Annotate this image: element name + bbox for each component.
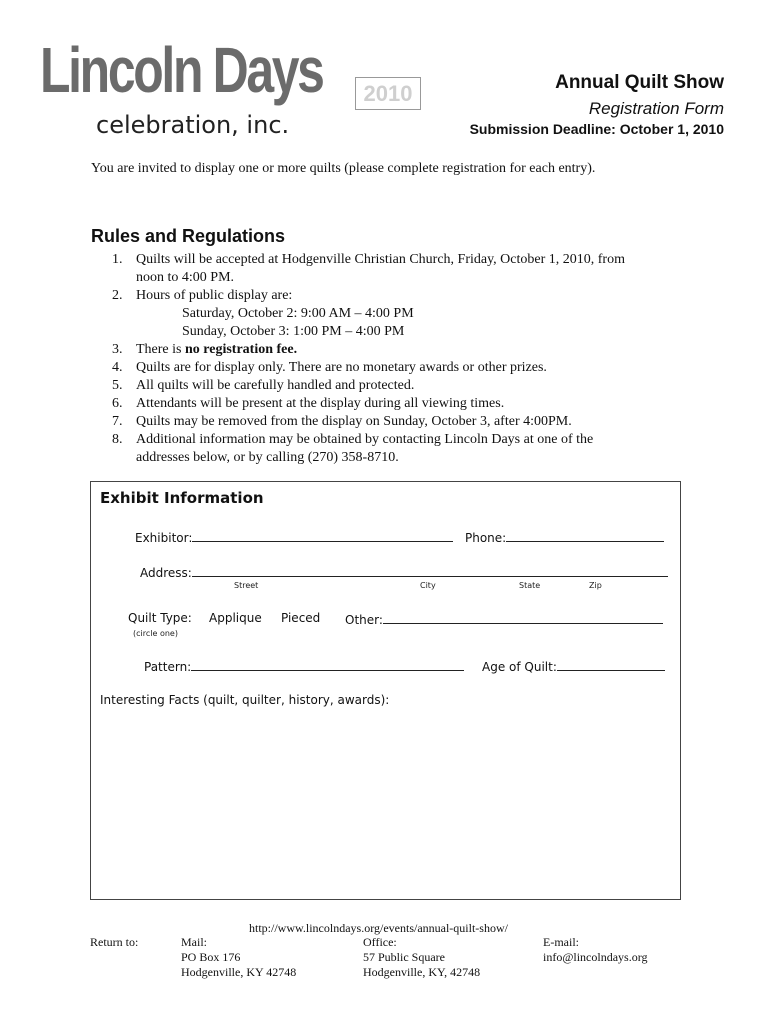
- form-title: Registration Form: [588, 99, 724, 118]
- office-line-1: 57 Public Square: [363, 950, 445, 964]
- mail-line-2: Hodgenville, KY 42748: [181, 965, 297, 979]
- street-caption: Street: [234, 581, 259, 590]
- rule-text: There is: [136, 342, 185, 357]
- rule-number: 6.: [112, 396, 123, 411]
- return-to-label: Return to:: [90, 935, 139, 949]
- rule-number: 7.: [112, 414, 123, 429]
- intro-text: You are invited to display one or more quilts (please complete registration for each entry).: [91, 161, 596, 176]
- email-contact: [543, 935, 647, 965]
- office-address: [363, 935, 480, 980]
- rule-number: 2.: [112, 288, 123, 303]
- rule-text: Quilts will be accepted at Hodgenville Christian Church, Friday, October 1, 2010, from: [136, 252, 625, 267]
- address-line[interactable]: [192, 564, 668, 577]
- interesting-facts-label: Interesting Facts (quilt, quilter, history, awards):: [100, 693, 390, 707]
- phone-label: Phone:: [465, 531, 507, 545]
- rules-heading: Rules and Regulations: [91, 226, 286, 246]
- logo-title: Lincoln Days: [40, 34, 323, 106]
- email-label: E-mail:: [543, 935, 579, 949]
- other-field[interactable]: [345, 611, 663, 627]
- rule-item: [112, 377, 682, 395]
- rule-item: [112, 395, 682, 413]
- rule-item: [112, 413, 682, 431]
- rule-text: noon to 4:00 PM.: [136, 270, 235, 285]
- exhibit-heading: Exhibit Information: [100, 489, 264, 507]
- rule-text: addresses below, or by calling (270) 358-8710.: [136, 450, 399, 465]
- rule-item: [112, 287, 682, 341]
- rule-item: [112, 341, 682, 359]
- rule-text-bold: no registration fee.: [184, 342, 298, 357]
- zip-caption: Zip: [589, 581, 602, 590]
- age-line[interactable]: [557, 658, 665, 671]
- pattern-line[interactable]: [191, 658, 464, 671]
- age-label: Age of Quilt:: [482, 660, 557, 674]
- exhibitor-label: Exhibitor:: [135, 531, 193, 545]
- logo-subtitle: celebration, inc.: [96, 111, 290, 139]
- rule-item: [112, 431, 682, 467]
- rule-subline-saturday: Saturday, October 2: 9:00 AM – 4:00 PM: [182, 306, 414, 321]
- age-field[interactable]: [482, 658, 665, 674]
- rule-number: 1.: [112, 252, 123, 267]
- rule-number: 4.: [112, 360, 123, 375]
- exhibitor-field[interactable]: [135, 529, 453, 545]
- exhibitor-line[interactable]: [192, 529, 453, 542]
- submission-deadline: Submission Deadline: October 1, 2010: [469, 121, 724, 137]
- other-line[interactable]: [383, 611, 663, 624]
- phone-field[interactable]: [465, 529, 664, 545]
- rule-number: 5.: [112, 378, 123, 393]
- rule-item: [112, 251, 682, 287]
- phone-line[interactable]: [506, 529, 664, 542]
- show-title: Annual Quilt Show: [555, 72, 724, 93]
- rule-number: 3.: [112, 342, 123, 357]
- circle-one-caption: (circle one): [133, 629, 178, 638]
- office-line-2: Hodgenville, KY, 42748: [363, 965, 481, 979]
- other-label: Other:: [345, 613, 383, 627]
- mail-line-1: PO Box 176: [181, 950, 241, 964]
- rule-subline-sunday: Sunday, October 3: 1:00 PM – 4:00 PM: [182, 324, 405, 339]
- state-caption: State: [519, 581, 541, 590]
- address-field[interactable]: [140, 564, 668, 580]
- rule-text: Quilts may be removed from the display on Sunday, October 3, after 4:00PM.: [136, 414, 572, 429]
- email-value[interactable]: info@lincolndays.org: [543, 950, 648, 964]
- office-label: Office:: [363, 935, 397, 949]
- interesting-facts-area[interactable]: [100, 712, 672, 892]
- quilt-type-applique[interactable]: Applique: [209, 611, 262, 625]
- mail-label: Mail:: [181, 935, 207, 949]
- rule-text: All quilts will be carefully handled and protected.: [136, 378, 415, 393]
- rules-list: [112, 251, 682, 467]
- footer-url[interactable]: http://www.lincolndays.org/events/annual-quilt-show/: [249, 921, 508, 935]
- pattern-label: Pattern:: [144, 660, 192, 674]
- year-badge: 2010: [355, 77, 421, 110]
- quilt-type-pieced[interactable]: Pieced: [281, 611, 321, 625]
- rule-text: Attendants will be present at the display during all viewing times.: [136, 396, 505, 411]
- rule-text: Hours of public display are:: [136, 288, 293, 303]
- quilt-type-label: Quilt Type:: [128, 611, 192, 625]
- city-caption: City: [420, 581, 436, 590]
- mail-address: [181, 935, 296, 980]
- rule-text: Quilts are for display only. There are no monetary awards or other prizes.: [136, 360, 547, 375]
- rule-text: Additional information may be obtained by contacting Lincoln Days at one of the: [136, 432, 594, 447]
- address-label: Address:: [140, 566, 192, 580]
- pattern-field[interactable]: [144, 658, 464, 674]
- rule-item: [112, 359, 682, 377]
- rule-number: 8.: [112, 432, 123, 447]
